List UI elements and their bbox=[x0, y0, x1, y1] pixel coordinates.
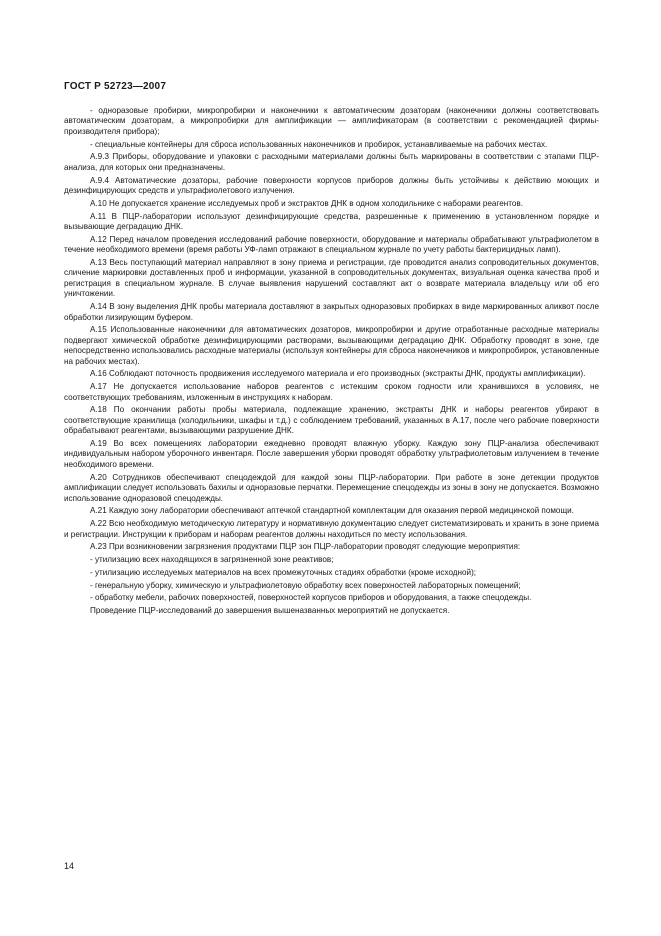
paragraph: А.13 Весь поступающий материал направляют в зону приема и регистрации, где проводится анализ сопроводительных документов, сличение маркировки доставленных проб и информации, указанной в сопроводительных документах, визуальная оценка качества проб и регистрация в специальном журнале. В случае выявления нарушений составляют акт о возврате материала владельцу или об его уничтожении. bbox=[64, 257, 599, 299]
paragraph: А.11 В ПЦР-лаборатории используют дезинфицирующие средства, разрешенные к применению в установленном порядке и вызывающие деградацию ДНК. bbox=[64, 211, 599, 232]
list-item: - утилизацию всех находящихся в загрязненной зоне реактивов; bbox=[90, 555, 334, 565]
paragraph: А.18 По окончании работы пробы материала, подлежащие хранению, экстракты ДНК и наборы реагентов убирают в соответствующие хранилища (холодильники, шкафы и т.д.) с соблюдением требований, указанных в А.17, после чего рабочие поверхности обрабатывают реагентами, вызывающими разрушение ДНК. bbox=[64, 405, 599, 436]
page-number: 14 bbox=[64, 861, 75, 871]
paragraph: А.17 Не допускается использование наборов реагентов с истекшим сроком годности или хранившихся в условиях, не соответствующих требованиям, изложенным в инструкциях к наборам. bbox=[64, 382, 599, 402]
paragraph: А.14 В зону выделения ДНК пробы материала доставляют в закрытых одноразовых пробирках в виде маркированных аликвот после обработки лизирующим буфером. bbox=[64, 302, 599, 322]
paragraph: А.10 Не допускается хранение исследуемых проб и экстрактов ДНК в одном холодильнике с наборами реагентов. bbox=[90, 198, 523, 208]
paragraph: А.21 Каждую зону лаборатории обеспечивают аптечкой стандартной комплектации для оказания первой медицинской помощи. bbox=[90, 506, 574, 516]
paragraph: Проведение ПЦР-исследований до завершения вышеназванных мероприятий не допускается. bbox=[90, 606, 450, 616]
paragraph: А.22 Всю необходимую методическую литературу и нормативную документацию следует систематизировать и хранить в зоне приема и регистрации. Инструкции к приборам и наборам реагентов должны находиться по месту использования. bbox=[64, 519, 599, 539]
list-item: - обработку мебели, рабочих поверхностей, поверхностей корпусов приборов и оборудования, а также спецодежды. bbox=[90, 593, 532, 603]
document-header: ГОСТ Р 52723—2007 bbox=[64, 81, 167, 92]
paragraph: - специальные контейнеры для сброса использованных наконечников и пробирок, устанавливаемые на рабочих местах. bbox=[90, 139, 548, 149]
list-item: - утилизацию исследуемых материалов на всех промежуточных стадиях обработки (кроме исходной); bbox=[90, 567, 477, 577]
paragraph: А.20 Сотрудников обеспечивают спецодеждой для каждой зоны ПЦР-лаборатории. При работе в зоне детекции продуктов амплификации следует использовать бахилы и одноразовые перчатки. Перемещение спецодежды из зоны в зону не допускается. Возможно использование одноразовой спецодежды. bbox=[64, 472, 599, 503]
paragraph: А.9.4 Автоматические дозаторы, рабочие поверхности корпусов приборов должны быть устойчивы к действию моющих и дезинфицирующих средств и ультрафиолетового излучения. bbox=[64, 175, 599, 196]
paragraph: - одноразовые пробирки, микропробирки и наконечники к автоматическим дозаторам (наконечники должны соответствовать автоматическим дозаторам, а микропробирки для амплификации — амплификаторам (в соответствии с рекомендацией фирмы-производителя прибора); bbox=[64, 106, 599, 136]
document-body bbox=[64, 106, 599, 619]
paragraph: А.23 При возникновении загрязнения продуктами ПЦР зон ПЦР-лаборатории проводят следующие мероприятия: bbox=[90, 542, 521, 552]
paragraph: А.16 Соблюдают поточность продвижения исследуемого материала и его производных (экстракты ДНК, продукты амплификации). bbox=[90, 369, 586, 379]
paragraph: А.9.3 Приборы, оборудование и упаковки с расходными материалами должны быть маркированы в соответствии с этапами ПЦР-анализа, для которых они предназначены. bbox=[64, 152, 599, 172]
paragraph: А.19 Во всех помещениях лаборатории ежедневно проводят влажную уборку. Каждую зону ПЦР-анализа обеспечивают индивидуальным набором уборочного инвентаря. После завершения уборки проводят обработку ультрафиолетовым излучением в течение необходимого времени. bbox=[64, 439, 599, 469]
list-item: - генеральную уборку, химическую и ультрафиолетовую обработку всех поверхностей лабораторных помещений; bbox=[90, 580, 521, 590]
paragraph: А.12 Перед началом проведения исследований рабочие поверхности, оборудование и материалы обрабатывают ультрафиолетом в течение необходимого времени (время работы УФ-ламп отражают в специальном журнале по учету работы бактерицидных ламп). bbox=[64, 234, 599, 255]
paragraph: А.15 Использованные наконечники для автоматических дозаторов, микропробирки и другие отработанные расходные материалы подвергают химической обработке дезинфицирующими растворами, вызывающими деградацию ДНК. Обработку проводят в зоне, где непосредственно использовались расходные материалы (используя контейнеры для сброса наконечников и микропробирок, установленные на рабочих местах). bbox=[64, 325, 599, 366]
